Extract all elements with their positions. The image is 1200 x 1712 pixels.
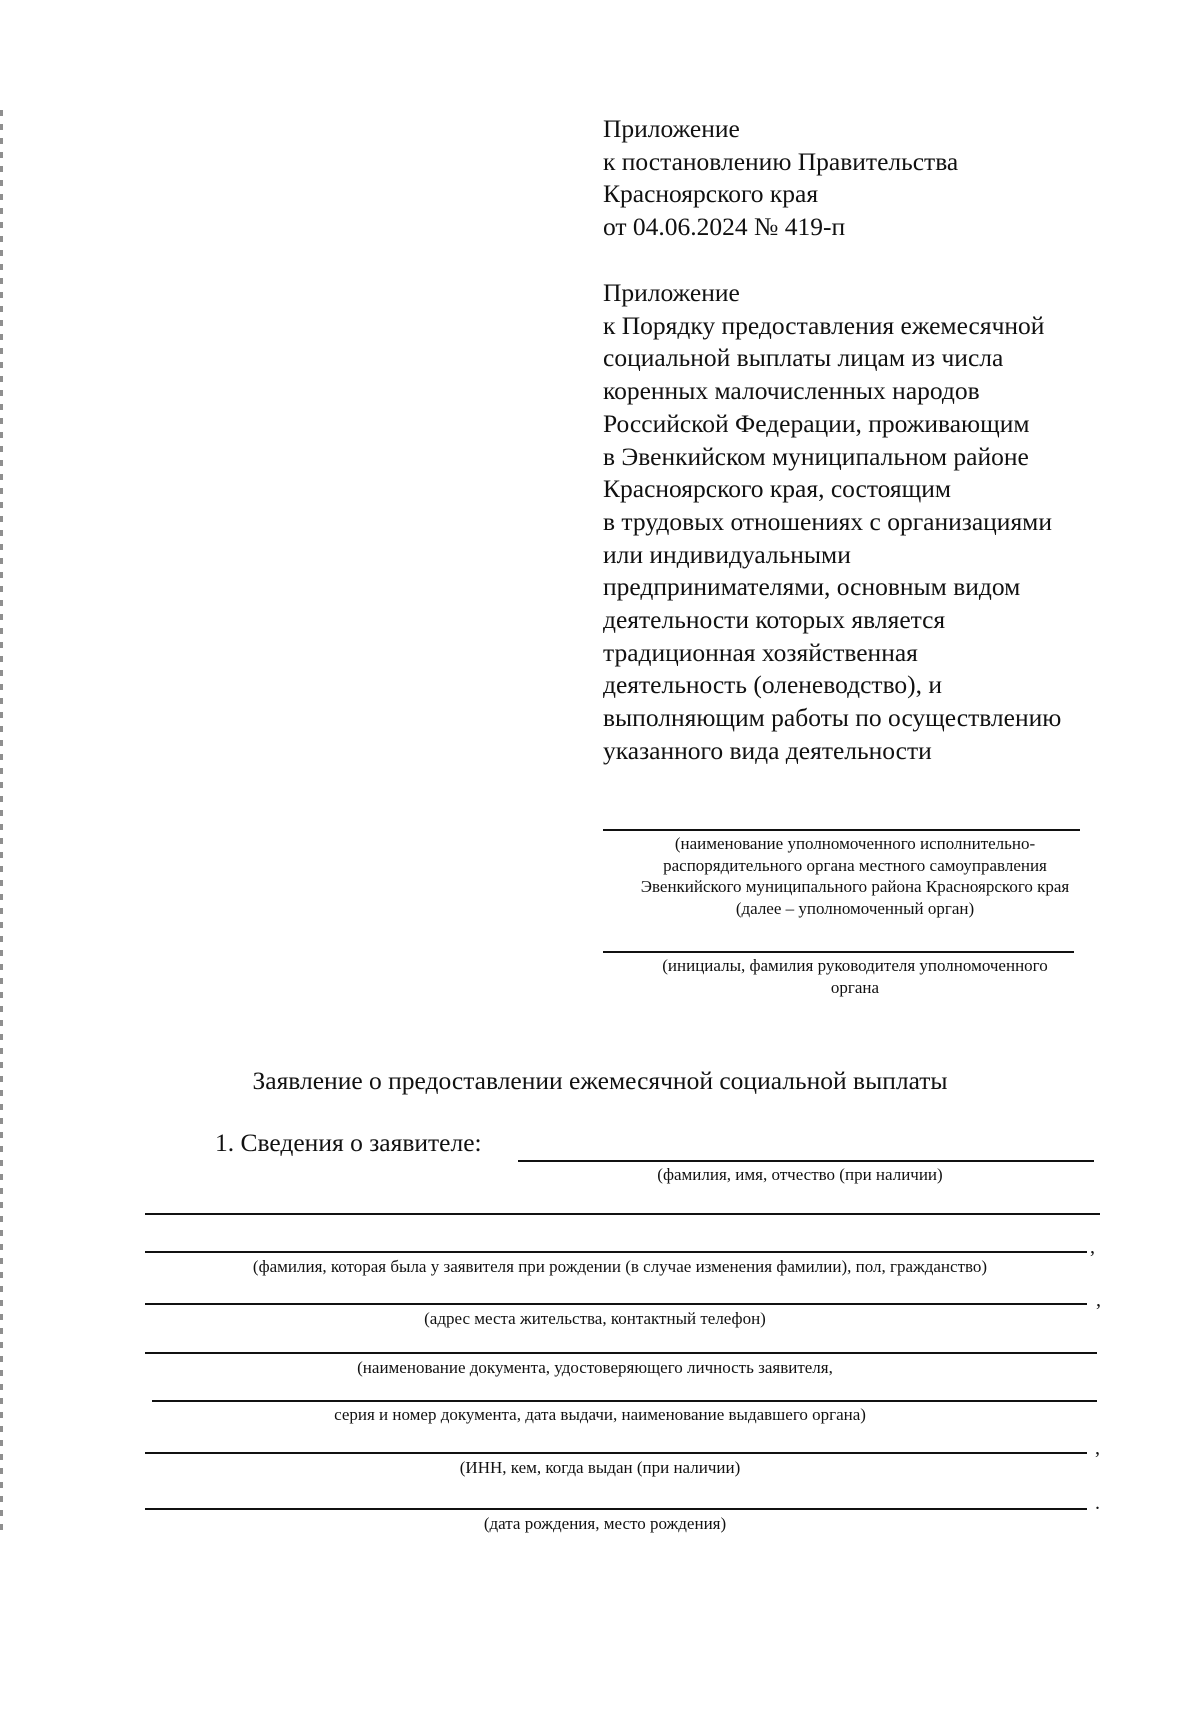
approval-line: от 04.06.2024 № 419-п [603,212,846,242]
head-caption [610,955,1100,998]
appendix-line: традиционная хозяйственная [603,637,918,667]
scan-edge-artifact [0,110,3,1530]
inn-line[interactable] [145,1452,1087,1454]
authority-caption [585,833,1125,919]
appendix-line: в Эвенкийском муниципальном районе [603,441,1029,471]
birth-surname-caption: (фамилия, которая была у заявителя при рождении (в случае изменения фамилии), пол, гражданство) [252,1257,988,1276]
comma-mark: , [1096,1289,1101,1311]
birth-surname-line[interactable] [145,1251,1087,1253]
caption-line: органа [830,977,880,997]
period-mark: . [1095,1492,1100,1514]
full-name-line[interactable] [518,1160,1094,1162]
approval-line: Красноярского края [603,179,819,209]
caption-line: (наименование уполномоченного исполнительно- [674,834,1036,853]
appendix-line: предпринимателями, основным видом [603,572,1021,602]
approval-reference-block [603,113,1163,244]
appendix-line: выполняющим работы по осуществлению [603,703,1062,733]
id-document-caption: (наименование документа, удостоверяющего личность заявителя, [357,1358,833,1377]
extra-info-line[interactable] [145,1213,1100,1215]
appendix-line: Российской Федерации, проживающим [603,408,1030,438]
address-caption: (адрес места жительства, контактный телефон) [424,1309,766,1328]
appendix-line: к Порядку предоставления ежемесячной [603,310,1045,340]
caption-line: (инициалы, фамилия руководителя уполномоченного [662,956,1048,975]
birth-info-caption: (дата рождения, место рождения) [483,1514,727,1533]
appendix-line: социальной выплаты лицам из числа [603,343,1004,373]
appendix-line: деятельность (оленеводство), и [603,670,943,700]
statement-title: Заявление о предоставлении ежемесячной социальной выплаты [252,1066,948,1095]
id-document-details-line[interactable] [152,1400,1097,1402]
appendix-line: указанного вида деятельности [603,735,932,765]
caption-line: (далее – уполномоченный орган) [735,898,975,918]
birth-info-line[interactable] [145,1508,1087,1510]
comma-mark: , [1095,1437,1100,1459]
full-name-caption: (фамилия, имя, отчество (при наличии) [657,1165,943,1184]
id-document-details-caption: серия и номер документа, дата выдачи, наименование выдавшего органа) [334,1405,866,1424]
id-document-line[interactable] [145,1352,1097,1354]
address-line[interactable] [145,1303,1087,1305]
comma-mark: , [1090,1236,1095,1258]
appendix-line: или индивидуальными [603,539,851,569]
authority-name-line[interactable] [603,829,1080,831]
inn-caption: (ИНН, кем, когда выдан (при наличии) [459,1458,741,1477]
head-name-line[interactable] [603,951,1074,953]
approval-line: к постановлению Правительства [603,146,959,176]
appendix-line: Красноярского края, состоящим [603,474,952,504]
applicant-section-label: 1. Сведения о заявителе: [215,1128,482,1157]
caption-line: распорядительного органа местного самоуправления [663,855,1047,875]
appendix-line: в трудовых отношениях с организациями [603,506,1052,536]
approval-line: Приложение [603,114,740,143]
appendix-line: коренных малочисленных народов [603,376,980,406]
appendix-reference-block [603,277,1163,768]
appendix-line: Приложение [603,278,740,307]
appendix-line: деятельности которых является [603,605,946,635]
caption-line: Эвенкийского муниципального района Красноярского края [640,877,1070,896]
